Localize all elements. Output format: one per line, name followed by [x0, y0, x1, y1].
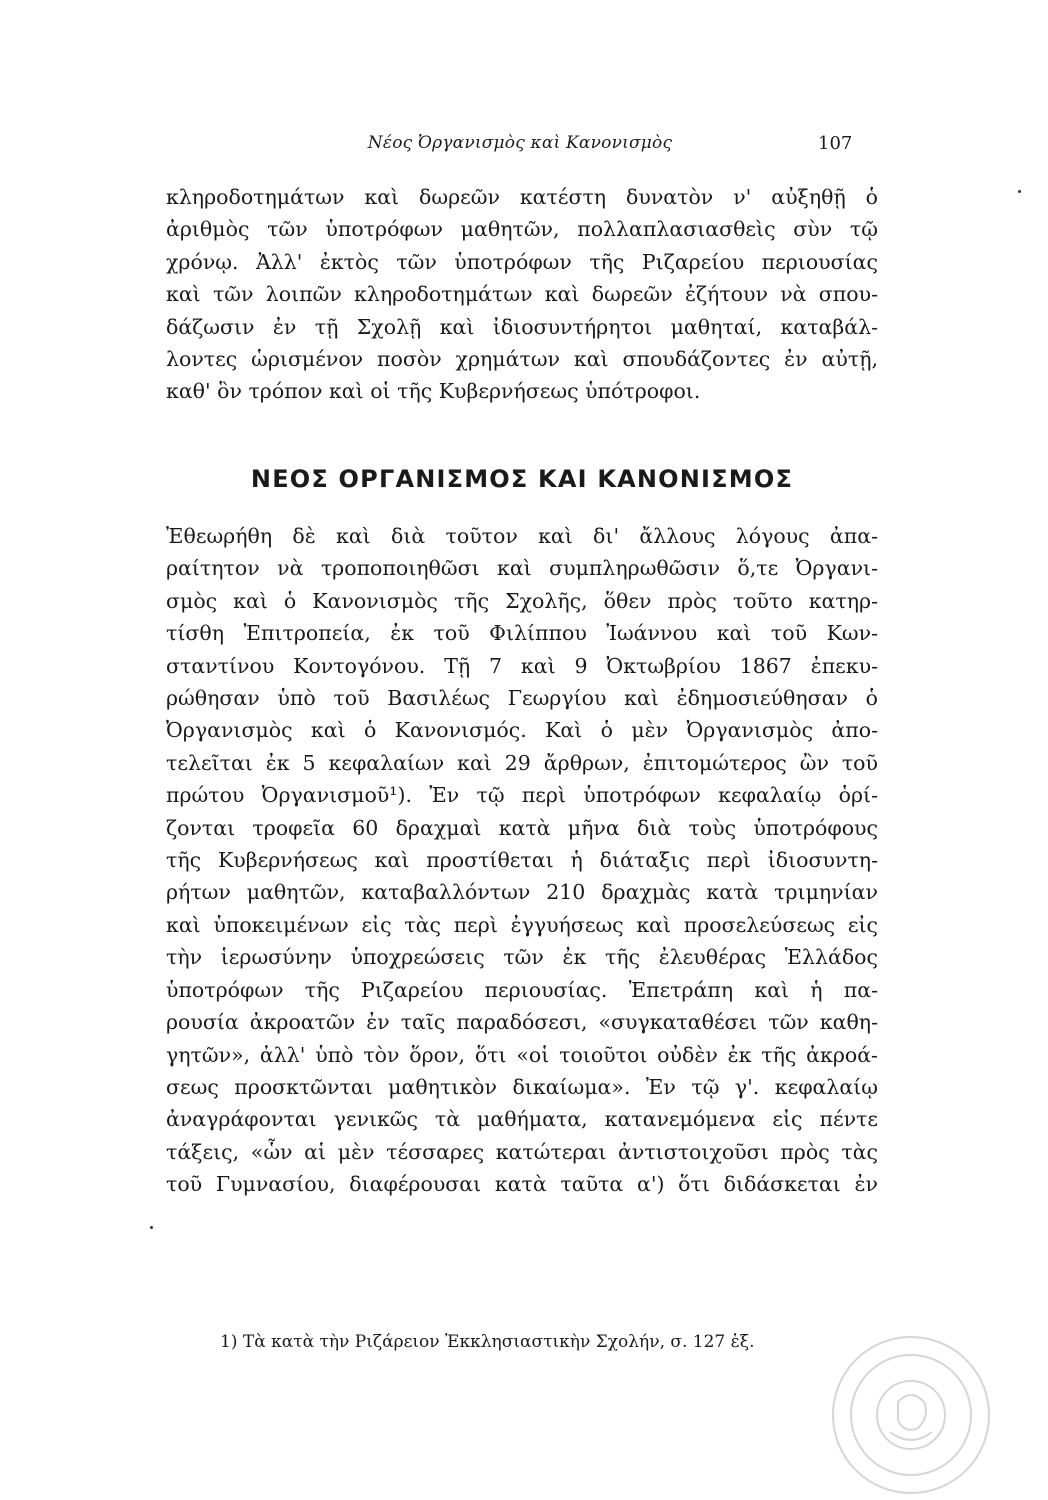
section-heading: ΝΕΟΣ ΟΡΓΑΝΙΣΜΟΣ ΚΑΙ ΚΑΝΟΝΙΣΜΟΣ — [250, 465, 794, 493]
text-line: καὶ τῶν λοιπῶν κληροδοτημάτων καὶ δωρεῶν ἐζήτουν νὰ σπου- — [166, 282, 878, 307]
text-line: σεως προσκτῶνται μαθητικὸν δικαίωμα». Ἐν τῷ γ'. κεφαλαίῳ — [166, 1074, 878, 1099]
text-line: γητῶν», ἀλλ' ὑπὸ τὸν ὅρον, ὅτι «οἱ τοιοῦτοι οὐδὲν ἐκ τῆς ἀκροά- — [166, 1042, 878, 1067]
text-line: καθ' ὃν τρόπον καὶ οἱ τῆς Κυβερνήσεως ὑπότροφοι. — [166, 379, 701, 404]
footnote: 1) Τὰ κατὰ τὴν Ριζάρειον Ἐκκλησιαστικὴν Σχολήν, σ. 127 ἑξ. — [220, 1332, 755, 1352]
text-line: σταντίνου Κοντογόνου. Τῇ 7 καὶ 9 Ὀκτωβρίου 1867 ἐπεκυ- — [166, 653, 878, 678]
text-line: κληροδοτημάτων καὶ δωρεῶν κατέστη δυνατὸν ν' αὐξηθῇ ὁ — [166, 185, 878, 209]
text-line: σμὸς καὶ ὁ Κανονισμὸς τῆς Σχολῆς, ὅθεν πρὸς τοῦτο κατηρ- — [166, 588, 878, 613]
text-line: τελεῖται ἐκ 5 κεφαλαίων καὶ 29 ἄρθρων, ἐπιτομώτερος ὢν τοῦ — [166, 750, 878, 775]
text-line: Ὀργανισμὸς καὶ ὁ Κανονισμός. Καὶ ὁ μὲν Ὀργανισμὸς ἀπο- — [166, 718, 878, 743]
text-line: λοντες ὡρισμένον ποσὸν χρημάτων καὶ σπουδάζοντες ἐν αὐτῇ, — [166, 347, 878, 372]
text-line: Ἐθεωρήθη δὲ καὶ διὰ τοῦτον καὶ δι' ἄλλους λόγους ἀπα- — [166, 524, 878, 548]
text-line: ρήτων μαθητῶν, καταβαλλόντων 210 δραχμὰς κατὰ τριμηνίαν — [166, 880, 878, 905]
text-line: ραίτητον νὰ τροποποιηθῶσι καὶ συμπληρωθῶσιν ὅ,τε Ὀργανι- — [166, 556, 878, 581]
library-seal-icon — [828, 1332, 994, 1498]
text-line: τάξεις, «ὧν αἱ μὲν τέσσαρες κατώτεραι ἀντιστοιχοῦσι πρὸς τὰς — [166, 1139, 878, 1164]
text-line: τῆς Κυβερνήσεως καὶ προστίθεται ἡ διάταξις περὶ ἰδιοσυντη- — [166, 848, 878, 873]
running-head — [0, 133, 1048, 163]
text-line: τίσθη Ἐπιτροπεία, ἐκ τοῦ Φιλίππου Ἰωάννου καὶ τοῦ Κων- — [166, 621, 878, 646]
page-number: 107 — [818, 133, 853, 154]
text-line: τὴν ἱερωσύνην ὑποχρεώσεις τῶν ἐκ τῆς ἐλευθέρας Ἑλλάδος — [166, 945, 878, 970]
text-line: ἀριθμὸς τῶν ὑποτρόφων μαθητῶν, πολλαπλασιασθεὶς σὺν τῷ — [166, 217, 878, 242]
running-title: Νέος Ὀργανισμὸς καὶ Κανονισμὸς — [367, 133, 673, 153]
text-line: τοῦ Γυμνασίου, διαφέρουσαι κατὰ ταῦτα α') ὅτι διδάσκεται ἐν — [166, 1172, 878, 1197]
text-line: δάζωσιν ἐν τῇ Σχολῇ καὶ ἰδιοσυντήρητοι μαθηταί, καταβάλ- — [166, 314, 878, 339]
text-line: πρώτου Ὀργανισμοῦ¹). Ἐν τῷ περὶ ὑποτρόφων κεφαλαίῳ ὁρί- — [166, 783, 878, 808]
paragraph-1 — [166, 181, 878, 408]
text-line: καὶ ὑποκειμένων εἰς τὰς περὶ ἐγγυήσεως καὶ προσελεύσεως εἰς — [166, 912, 878, 937]
text-line: χρόνῳ. Ἀλλ' ἐκτὸς τῶν ὑποτρόφων τῆς Ριζαρείου περιουσίας — [166, 249, 878, 274]
paragraph-2 — [166, 520, 878, 1201]
paper-speck — [150, 1226, 153, 1229]
text-line: ρώθησαν ὑπὸ τοῦ Βασιλέως Γεωργίου καὶ ἐδημοσιεύθησαν ὁ — [166, 686, 878, 711]
text-line: ὑποτρόφων τῆς Ριζαρείου περιουσίας. Ἐπετράπη καὶ ἡ πα- — [166, 977, 878, 1002]
text-line: ζονται τροφεῖα 60 δραχμαὶ κατὰ μῆνα διὰ τοὺς ὑποτρόφους — [166, 815, 878, 840]
text-line: ἀναγράφονται γενικῶς τὰ μαθήματα, κατανεμόμενα εἰς πέντε — [166, 1107, 878, 1132]
paper-speck — [1018, 190, 1021, 193]
text-line: ρουσία ἀκροατῶν ἐν ταῖς παραδόσεσι, «συγκαταθέσει τῶν καθη- — [166, 1010, 878, 1035]
